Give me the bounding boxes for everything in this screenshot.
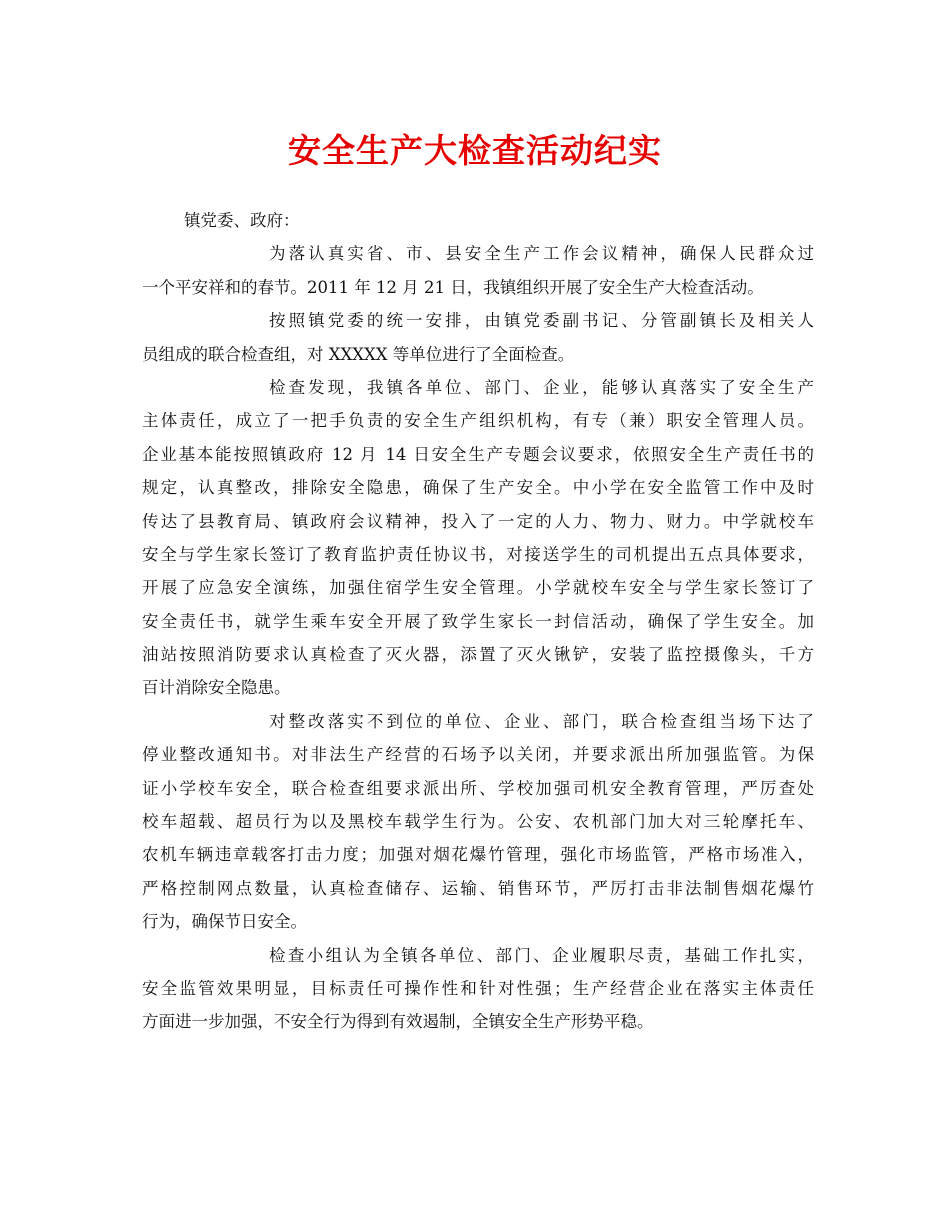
paragraph-line: 方面进一步加强，不安全行为得到有效遏制，全镇安全生产形势平稳。 bbox=[142, 1012, 654, 1032]
paragraph-line: 农机车辆违章载客打击力度；加强对烟花爆竹管理，强化市场监管，严格市场准入， bbox=[142, 845, 814, 865]
paragraph-line: 安全责任书，就学生乘车安全开展了致学生家长一封信活动，确保了学生安全。加 bbox=[142, 611, 814, 631]
paragraph-line: 严格控制网点数量，认真检查储存、运输、销售环节，严厉打击非法制售烟花爆竹 bbox=[142, 878, 814, 898]
paragraph-line: 证小学校车安全，联合检查组要求派出所、学校加强司机安全教育管理，严厉查处 bbox=[142, 778, 814, 798]
paragraph-line: 主体责任，成立了一把手负责的安全生产组织机构，有专（兼）职安全管理人员。 bbox=[142, 411, 814, 431]
document-title: 安全生产大检查活动纪实 bbox=[288, 131, 662, 170]
paragraph-line: 企业基本能按照镇政府 12 月 14 日安全生产专题会议要求，依照安全生产责任书的 bbox=[142, 444, 814, 464]
document-body bbox=[142, 204, 814, 1039]
paragraph-line: 检查发现，我镇各单位、部门、企业，能够认真落实了安全生产 bbox=[269, 377, 814, 397]
paragraph-line: 安全与学生家长签订了教育监护责任协议书，对接送学生的司机提出五点具体要求， bbox=[142, 544, 814, 564]
paragraph-line: 为落认真实省、市、县安全生产工作会议精神，确保人民群众过 bbox=[269, 244, 814, 264]
paragraph-line: 规定，认真整改，排除安全隐患，确保了生产安全。中小学在安全监管工作中及时 bbox=[142, 478, 814, 498]
paragraph-line: 油站按照消防要求认真检查了灭火器，添置了灭火锹铲，安装了监控摄像头，千方 bbox=[142, 645, 814, 665]
paragraph-line: 一个平安祥和的春节。2011 年 12 月 21 日，我镇组织开展了安全生产大检查活动。 bbox=[142, 277, 764, 297]
salutation: 镇党委、政府： bbox=[184, 211, 300, 230]
paragraph-line: 行为，确保节日安全。 bbox=[142, 912, 307, 932]
paragraph-line: 安全监管效果明显，目标责任可操作性和针对性强；生产经营企业在落实主体责任 bbox=[142, 978, 814, 998]
paragraph-line: 开展了应急安全演练，加强住宿学生安全管理。小学就校车安全与学生家长签订了 bbox=[142, 578, 814, 598]
paragraph-line: 按照镇党委的统一安排，由镇党委副书记、分管副镇长及相关人 bbox=[269, 311, 814, 331]
paragraph-line: 百计消除安全隐患。 bbox=[142, 678, 291, 698]
paragraph-line: 校车超载、超员行为以及黑校车载学生行为。公安、农机部门加大对三轮摩托车、 bbox=[142, 812, 814, 832]
paragraph-line: 停业整改通知书。对非法生产经营的石场予以关闭，并要求派出所加强监管。为保 bbox=[142, 745, 814, 765]
paragraph-line: 传达了县教育局、镇政府会议精神，投入了一定的人力、物力、财力。中学就校车 bbox=[142, 511, 814, 531]
paragraph-line: 员组成的联合检查组，对 XXXXX 等单位进行了全面检查。 bbox=[142, 344, 575, 364]
paragraph-line: 对整改落实不到位的单位、企业、部门，联合检查组当场下达了 bbox=[269, 711, 814, 731]
paragraph-line: 检查小组认为全镇各单位、部门、企业履职尽责，基础工作扎实， bbox=[269, 945, 814, 965]
